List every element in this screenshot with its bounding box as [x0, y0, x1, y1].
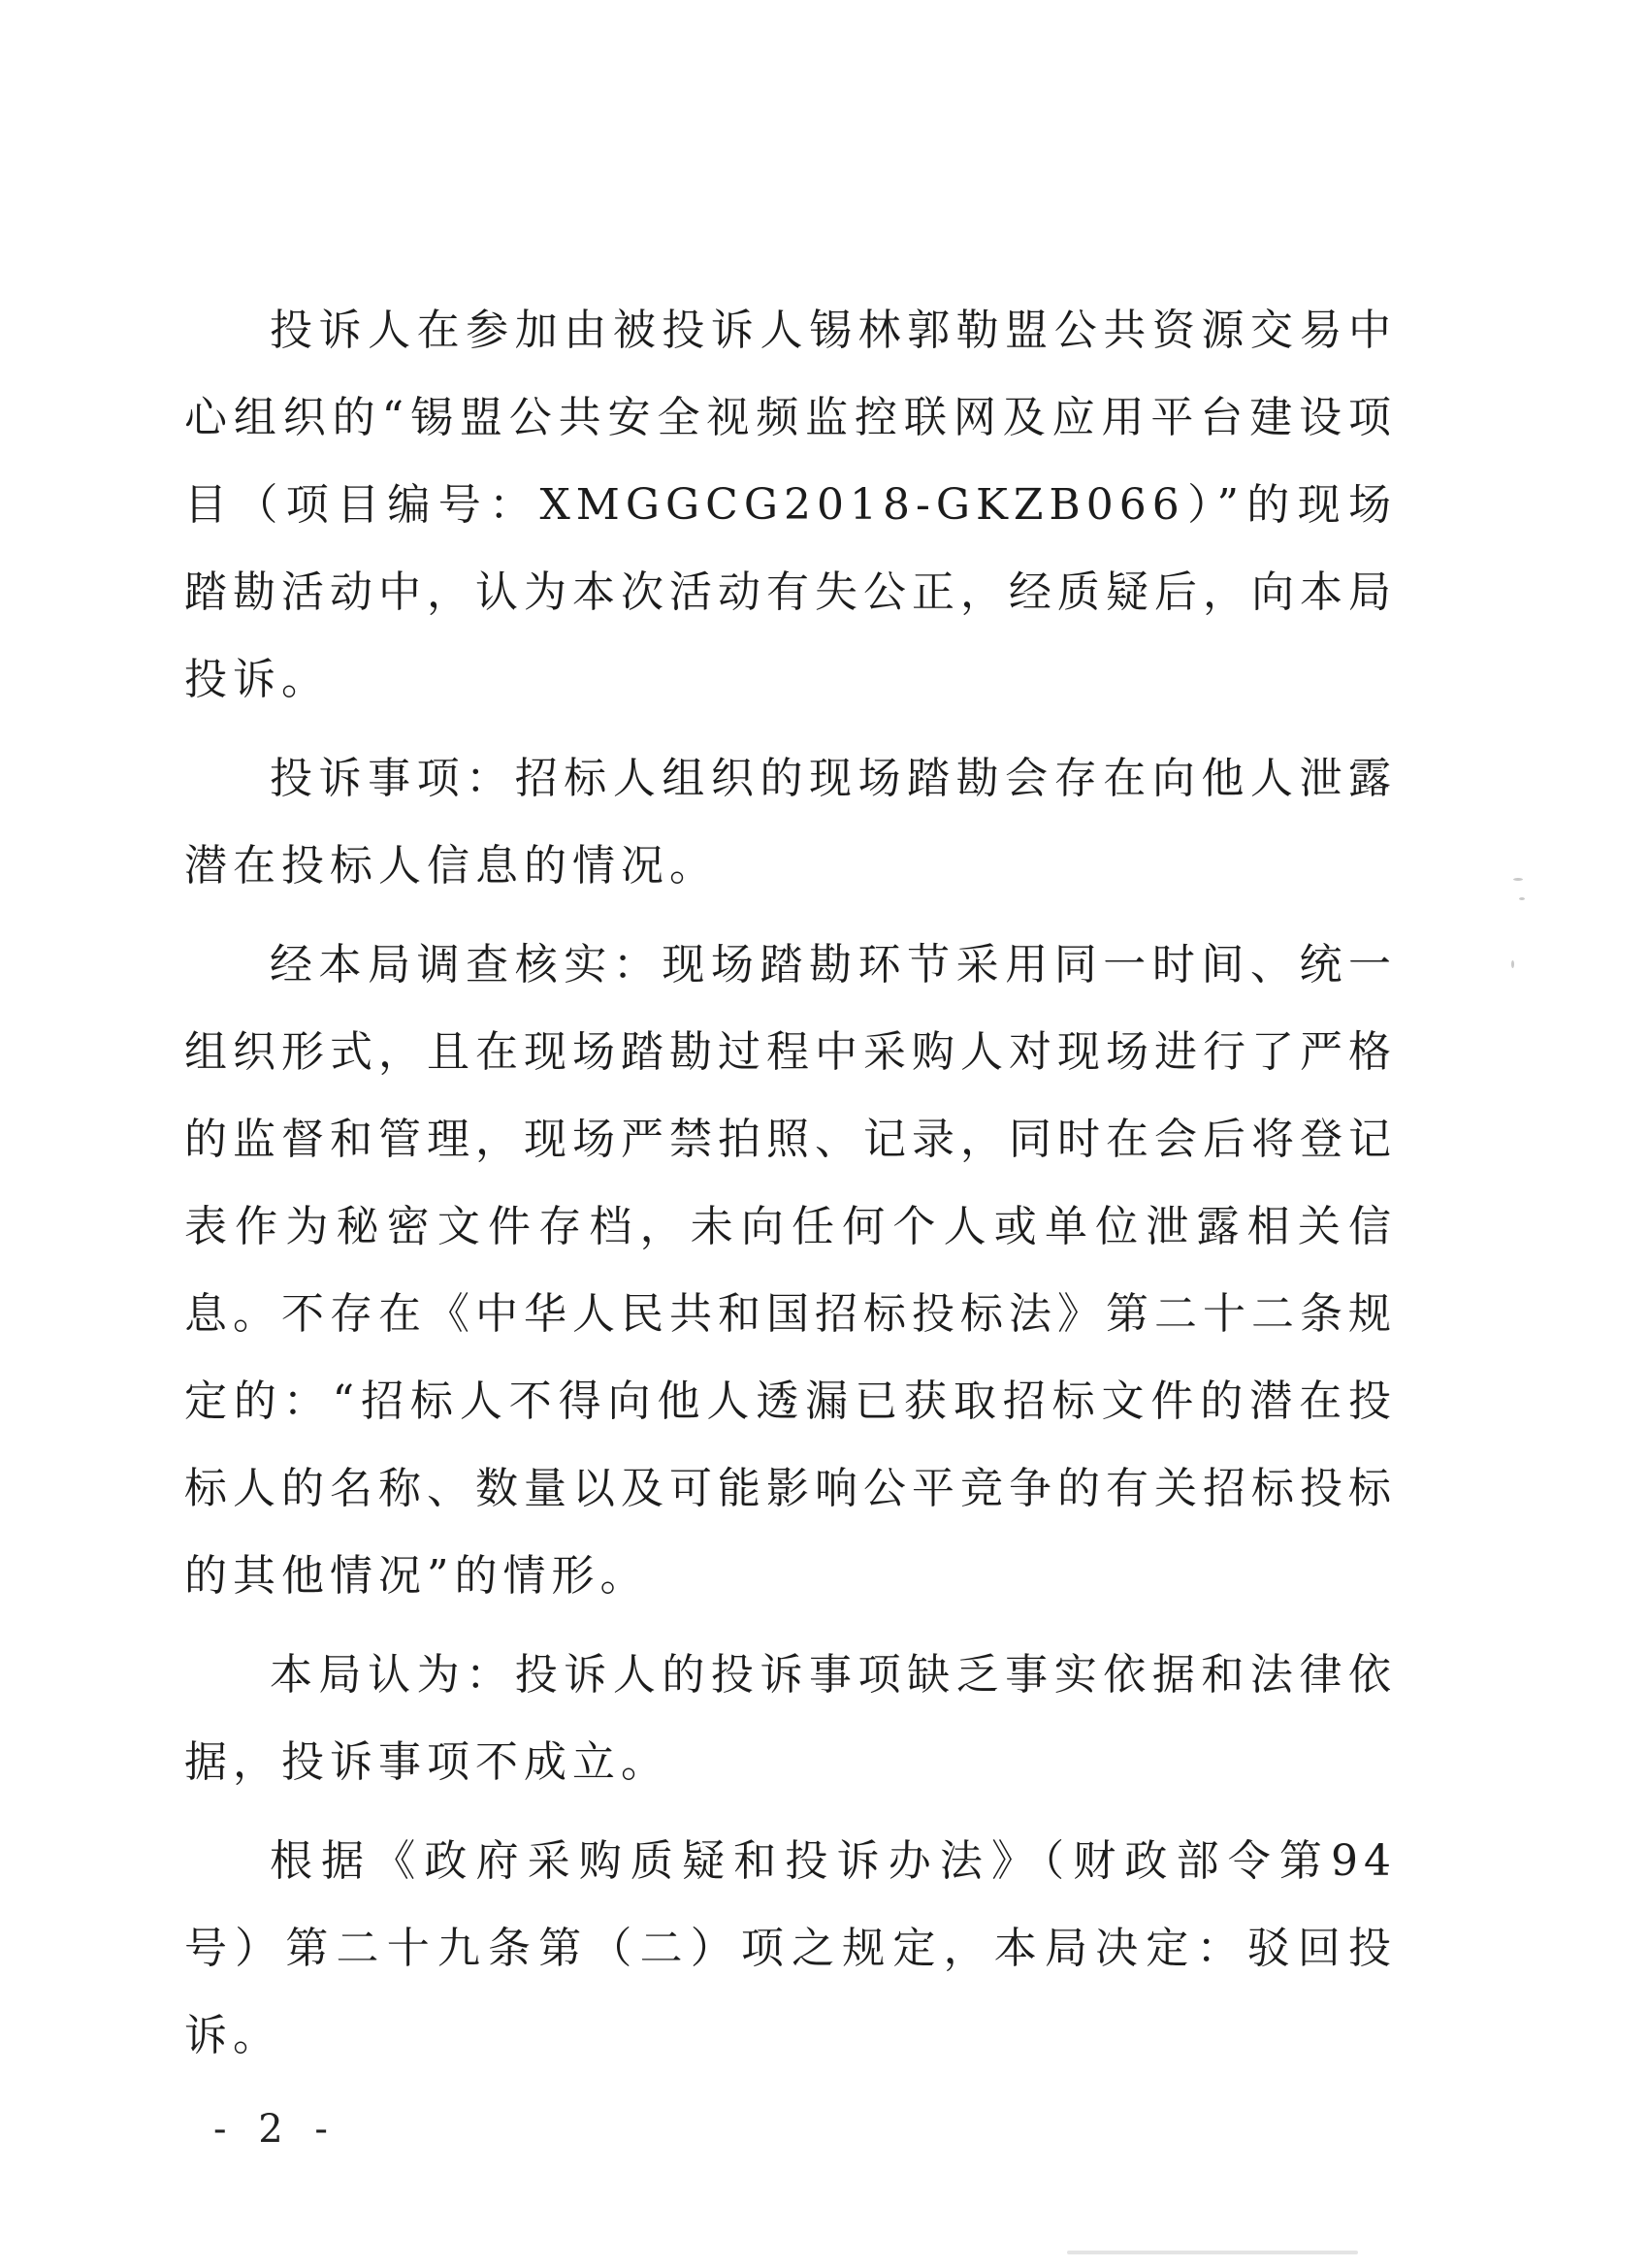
page-number: - 2 -	[213, 2107, 338, 2152]
scan-artifact	[1067, 2251, 1358, 2254]
paragraph-bureau-opinion: 本局认为：投诉人的投诉事项缺乏事实依据和法律依据，投诉事项不成立。	[184, 1650, 1397, 1787]
scan-artifact	[1519, 897, 1525, 900]
scan-artifact	[1513, 878, 1523, 881]
paragraph-decision: 根据《政府采购质疑和投诉办法》（财政部令第94号）第二十九条第（二）项之规定，本局决定：驳回投诉。	[184, 1836, 1397, 2060]
scan-artifact	[1511, 960, 1514, 968]
paragraph-complaint-background: 投诉人在参加由被投诉人锡林郭勒盟公共资源交易中心组织的“锡盟公共安全视频监控联网及应用平台建设项目（项目编号：XMGGCG2018-GKZB066）”的现场踏勘活动中，认为本次活动有失公正，经质疑后，向本局投诉。	[184, 306, 1397, 704]
document-body	[184, 287, 1397, 2091]
paragraph-complaint-matter: 投诉事项：招标人组织的现场踏勘会存在向他人泄露潜在投标人信息的情况。	[184, 754, 1397, 891]
paragraph-investigation-findings: 经本局调查核实：现场踏勘环节采用同一时间、统一组织形式，且在现场踏勘过程中采购人对现场进行了严格的监督和管理，现场严禁拍照、记录，同时在会后将登记表作为秘密文件存档，未向任何个人或单位泄露相关信息。不存在《中华人民共和国招标投标法》第二十二条规定的：“招标人不得向他人透漏已获取招标文件的潜在投标人的名称、数量以及可能影响公平竞争的有关招标投标的其他情况”的情形。	[184, 940, 1397, 1601]
